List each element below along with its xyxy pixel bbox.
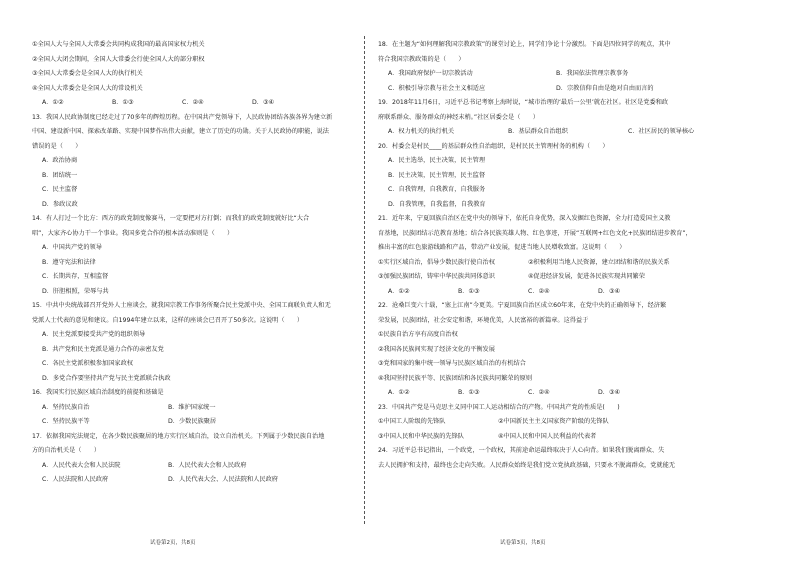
q12-option-b[interactable]: B．①③ <box>112 99 134 106</box>
q19-stem-1: 19．2018年11月6日，习近平总书记考察上海时说，“城市治理的‘最后一公里’就在社区。社区是党委和政 <box>378 99 669 106</box>
q12-options <box>32 96 372 111</box>
q21-statement-1: ①实行区域自治，倡导少数民族行使自治权 <box>378 258 495 266</box>
q21-stem-2: 育基地，民族团结示范教育基地；结合各民族英雄人物、红色事迹，开展“互联网+红色文化+民族团结进步教育”， <box>378 229 692 237</box>
q21-statement-3: ③加强民族团结，铸牢中华民族共同体意识 <box>378 273 495 280</box>
q16-option-a[interactable]: A．坚持民族自治 <box>42 403 90 411</box>
left-column <box>32 38 372 488</box>
q17-options-row-1 <box>32 459 372 474</box>
q24-stem-1: 24．习近平总书记指出，一个政党，一个政权，其前途命运最终取决于人心向背。如果我们脱离群众、失 <box>378 447 665 454</box>
right-column <box>378 38 726 473</box>
q13-stem-1: 13．我国人民政协制度已经走过了70多年的辉煌历程。在中国共产党领导下，人民政协团结各族各界为建立新 <box>32 113 333 121</box>
q22-option-c[interactable]: C．②④ <box>528 389 550 396</box>
q22-statement-1: ①民族自治方享有高度自治权 <box>378 331 458 338</box>
q14-option-c[interactable]: C．长期共存，互相监督 <box>42 273 109 280</box>
q21-statements-row-2 <box>378 270 726 285</box>
q17-stem-1: 17．依据我国宪法规定，在各少数民族聚居的地方实行区域自治，设立自治机关。下列属于少数民族自治地 <box>32 432 325 440</box>
q21-option-d[interactable]: D．③④ <box>598 287 621 295</box>
q17-option-b[interactable]: B．人民代表大会和人民政府 <box>168 461 247 469</box>
q18-stem-2: 符合我国宗教政策的是（ ） <box>378 55 465 63</box>
q16-options-row-2 <box>32 415 372 430</box>
q14-option-d[interactable]: D．肝胆相照，荣辱与共 <box>42 287 109 295</box>
q19-option-c[interactable]: C．社区居民的领导核心 <box>628 128 695 135</box>
q14-option-b[interactable]: B．遵守宪法和法律 <box>42 258 96 266</box>
q23-statement-4: ④中国人民和中国人民利益的代表者 <box>498 432 597 440</box>
q16-option-c[interactable]: C．坚持民族平等 <box>42 418 90 425</box>
q21-statement-2: ②积极利用当地人民资源，建立团结和谐的民族关系 <box>528 258 670 266</box>
q15-option-c[interactable]: C．各民主党派积极参加国家政权 <box>42 360 133 367</box>
q14-stem-1: 14．有人打过一个比方：西方的政党制度像赛马，一定要把对方打倒；而我们的政党制度就好比“大合 <box>32 215 310 222</box>
page-number-left: 试卷第2页，共8页 <box>150 540 196 546</box>
q20-option-a[interactable]: A．民主选举，民主决策，民主管理 <box>388 157 486 164</box>
q12-statement-1: ①全国人大与全国人大常委会共同构成我国的最高国家权力机关 <box>32 41 205 48</box>
q20-option-b[interactable]: B．民主决策，民主管理，民主监督 <box>388 171 486 179</box>
q22-option-d[interactable]: D．③④ <box>598 389 621 396</box>
q17-option-a[interactable]: A．人民代表大会和人民法院 <box>42 461 121 469</box>
q23-statement-2: ②中国新民主主义国家资产阶级的先锋队 <box>498 418 609 425</box>
page-number-right: 试卷第3页，共8页 <box>500 540 546 546</box>
column-divider <box>364 36 365 524</box>
q22-options <box>378 386 726 401</box>
q12-statement-2: ②全国人大闭会期间，全国人大常委会行使全国人大的部分职权 <box>32 55 205 63</box>
q15-option-a[interactable]: A．民主党派要接受共产党的组织领导 <box>42 331 146 338</box>
q21-option-b[interactable]: B．①③ <box>458 287 480 295</box>
q23-statements-row-2 <box>378 430 726 445</box>
q13-option-a[interactable]: A．政治协商 <box>42 157 78 164</box>
q18-option-d[interactable]: D．宗教信仰自由是绝对自由而言的 <box>556 84 654 92</box>
q14-stem-2: 唱”，大家齐心协力干一个事业。我国多党合作的根本活动准则是（ ） <box>32 229 234 237</box>
q17-options-row-2 <box>32 473 372 488</box>
q20-option-c[interactable]: C．自我管理，自我教育，自我服务 <box>388 186 486 193</box>
q18-stem-1: 18．在主题为“如何理解我国宗教政策”的课堂讨论上，同学们争论十分激烈。下面是四位同学的观点，其中 <box>378 41 671 48</box>
q19-option-b[interactable]: B．基层群众自治组织 <box>508 128 568 135</box>
q21-options <box>378 285 726 300</box>
q15-option-d[interactable]: D．多党合作要坚持共产党与民主党派联合执政 <box>42 374 171 382</box>
q13-stem-3: 错误的是（ ） <box>32 142 82 150</box>
q18-option-b[interactable]: B．我国依法管理宗教事务 <box>556 70 629 77</box>
q12-option-d[interactable]: D．③④ <box>252 99 275 106</box>
q16-options-row-1 <box>32 401 372 416</box>
q20-stem-1: 20．村委会是村民____的基层群众性自治组织，是村民民主管理村务的机构（ ） <box>378 142 609 150</box>
q23-statement-1: ①中国工人阶级的先锋队 <box>378 418 446 425</box>
q23-statement-3: ③中国人民和中华民族的先锋队 <box>378 432 464 440</box>
q21-stem-3: 推出丰富的红色旅游线路和产品，带动产业发展，促进当地人民增收致富。这说明（ ） <box>378 244 626 251</box>
q17-stem-2: 方的自治机关是（ ） <box>32 447 101 454</box>
q22-option-b[interactable]: B．①③ <box>458 389 480 396</box>
q21-option-a[interactable]: A．①② <box>388 287 410 295</box>
q22-stem-1: 22．沧桑巨变六十载，“塞上江南”今更美。宁夏回族自治区成立60年来，在党中央的正确领导下，经济繁 <box>378 302 667 309</box>
q22-statement-2: ②我国各民族间实现了经济文化的平衡发展 <box>378 345 495 353</box>
q13-option-b[interactable]: B．团结统一 <box>42 171 78 179</box>
q12-statement-4: ④全国人大常委会是全国人大的常设机关 <box>32 84 143 92</box>
q18-option-c[interactable]: C．积极引导宗教与社会主义相适应 <box>388 84 486 92</box>
q13-stem-2: 中国、建设新中国、探索改革路、实现中国梦作出伟大贡献，建立了历史的功勋。关于人民政协的职能，说法 <box>32 128 329 135</box>
q16-option-d[interactable]: D．少数民族聚居 <box>168 418 217 425</box>
q23-stem-1: 23．中国共产党是马克思主义同中国工人运动相结合的产物。中国共产党的性质是( ) <box>378 403 620 411</box>
q24-stem-2: 去人民拥护和支持，最终也会走向失败。人民群众始终是我们党立党执政基础，只要永不脱离群众，党就能无 <box>378 461 675 469</box>
q13-option-c[interactable]: C．民主监督 <box>42 186 78 193</box>
q13-option-d[interactable]: D．参政议政 <box>42 200 78 208</box>
q15-stem-2: 党派人士代表的意见和建议。自1994年建立以来，这样的座谈会已召开了50多次。这说明（ ） <box>32 316 304 324</box>
q15-stem-1: 15．中共中央统战部召开党外人士座谈会，就我国宗教工作事务所聚合民主党派中央、全国工商联负责人和无 <box>32 302 331 309</box>
q12-option-a[interactable]: A．①② <box>42 99 64 106</box>
q12-option-c[interactable]: C．②④ <box>182 99 204 106</box>
q15-option-b[interactable]: B．共产党和民主党派是通力合作的亲密友党 <box>42 345 164 353</box>
q18-option-a[interactable]: A．我国政府保护一切宗教活动 <box>388 70 473 77</box>
q21-stem-1: 21．近年来，宁夏回族自治区在党中央的领导下，依托自身优势，深入发掘红色资源，全力打造爱国主义教 <box>378 215 671 222</box>
q19-option-a[interactable]: A．权力机关的执行机关 <box>388 128 455 135</box>
q22-option-a[interactable]: A．①② <box>388 389 410 396</box>
q18-options-row-2 <box>378 82 726 97</box>
q22-stem-2: 荣发展，民族团结，社会安定和谐，环境优美，人民富裕的新篇章。这得益于 <box>378 316 589 324</box>
q18-options-row-1 <box>378 67 726 82</box>
q21-statements-row-1 <box>378 256 726 271</box>
q12-statement-3: ③全国人大常委会是全国人大的执行机关 <box>32 70 143 77</box>
q17-option-c[interactable]: C．人民法院和人民政府 <box>42 476 109 483</box>
q14-option-a[interactable]: A．中国共产党的领导 <box>42 244 102 251</box>
q20-option-d[interactable]: D．自我管理，自我监督，自我教育 <box>388 200 486 208</box>
q22-statement-4: ④我国坚持民族平等、民族团结和各民族共同繁荣的原则 <box>378 374 533 382</box>
q21-statement-4: ④促进经济发展，促进各民族实现共同繁荣 <box>528 273 645 280</box>
q21-option-c[interactable]: C．②④ <box>528 287 550 295</box>
q17-option-d[interactable]: D．人民代表大会、人民法院和人民政府 <box>168 476 278 483</box>
q19-options <box>378 125 726 140</box>
q16-stem-1: 16．我国实行民族区域自治制度的前提和基础是 <box>32 389 164 396</box>
q22-statement-3: ③党和国家的集中统一领导与民族区域自治的有机结合 <box>378 360 526 367</box>
q19-stem-2: 府联系群众、服务群众的神经末梢。”社区居委会是（ ） <box>378 113 539 121</box>
q23-statements-row-1 <box>378 415 726 430</box>
q16-option-b[interactable]: B．维护国家统一 <box>168 403 216 411</box>
